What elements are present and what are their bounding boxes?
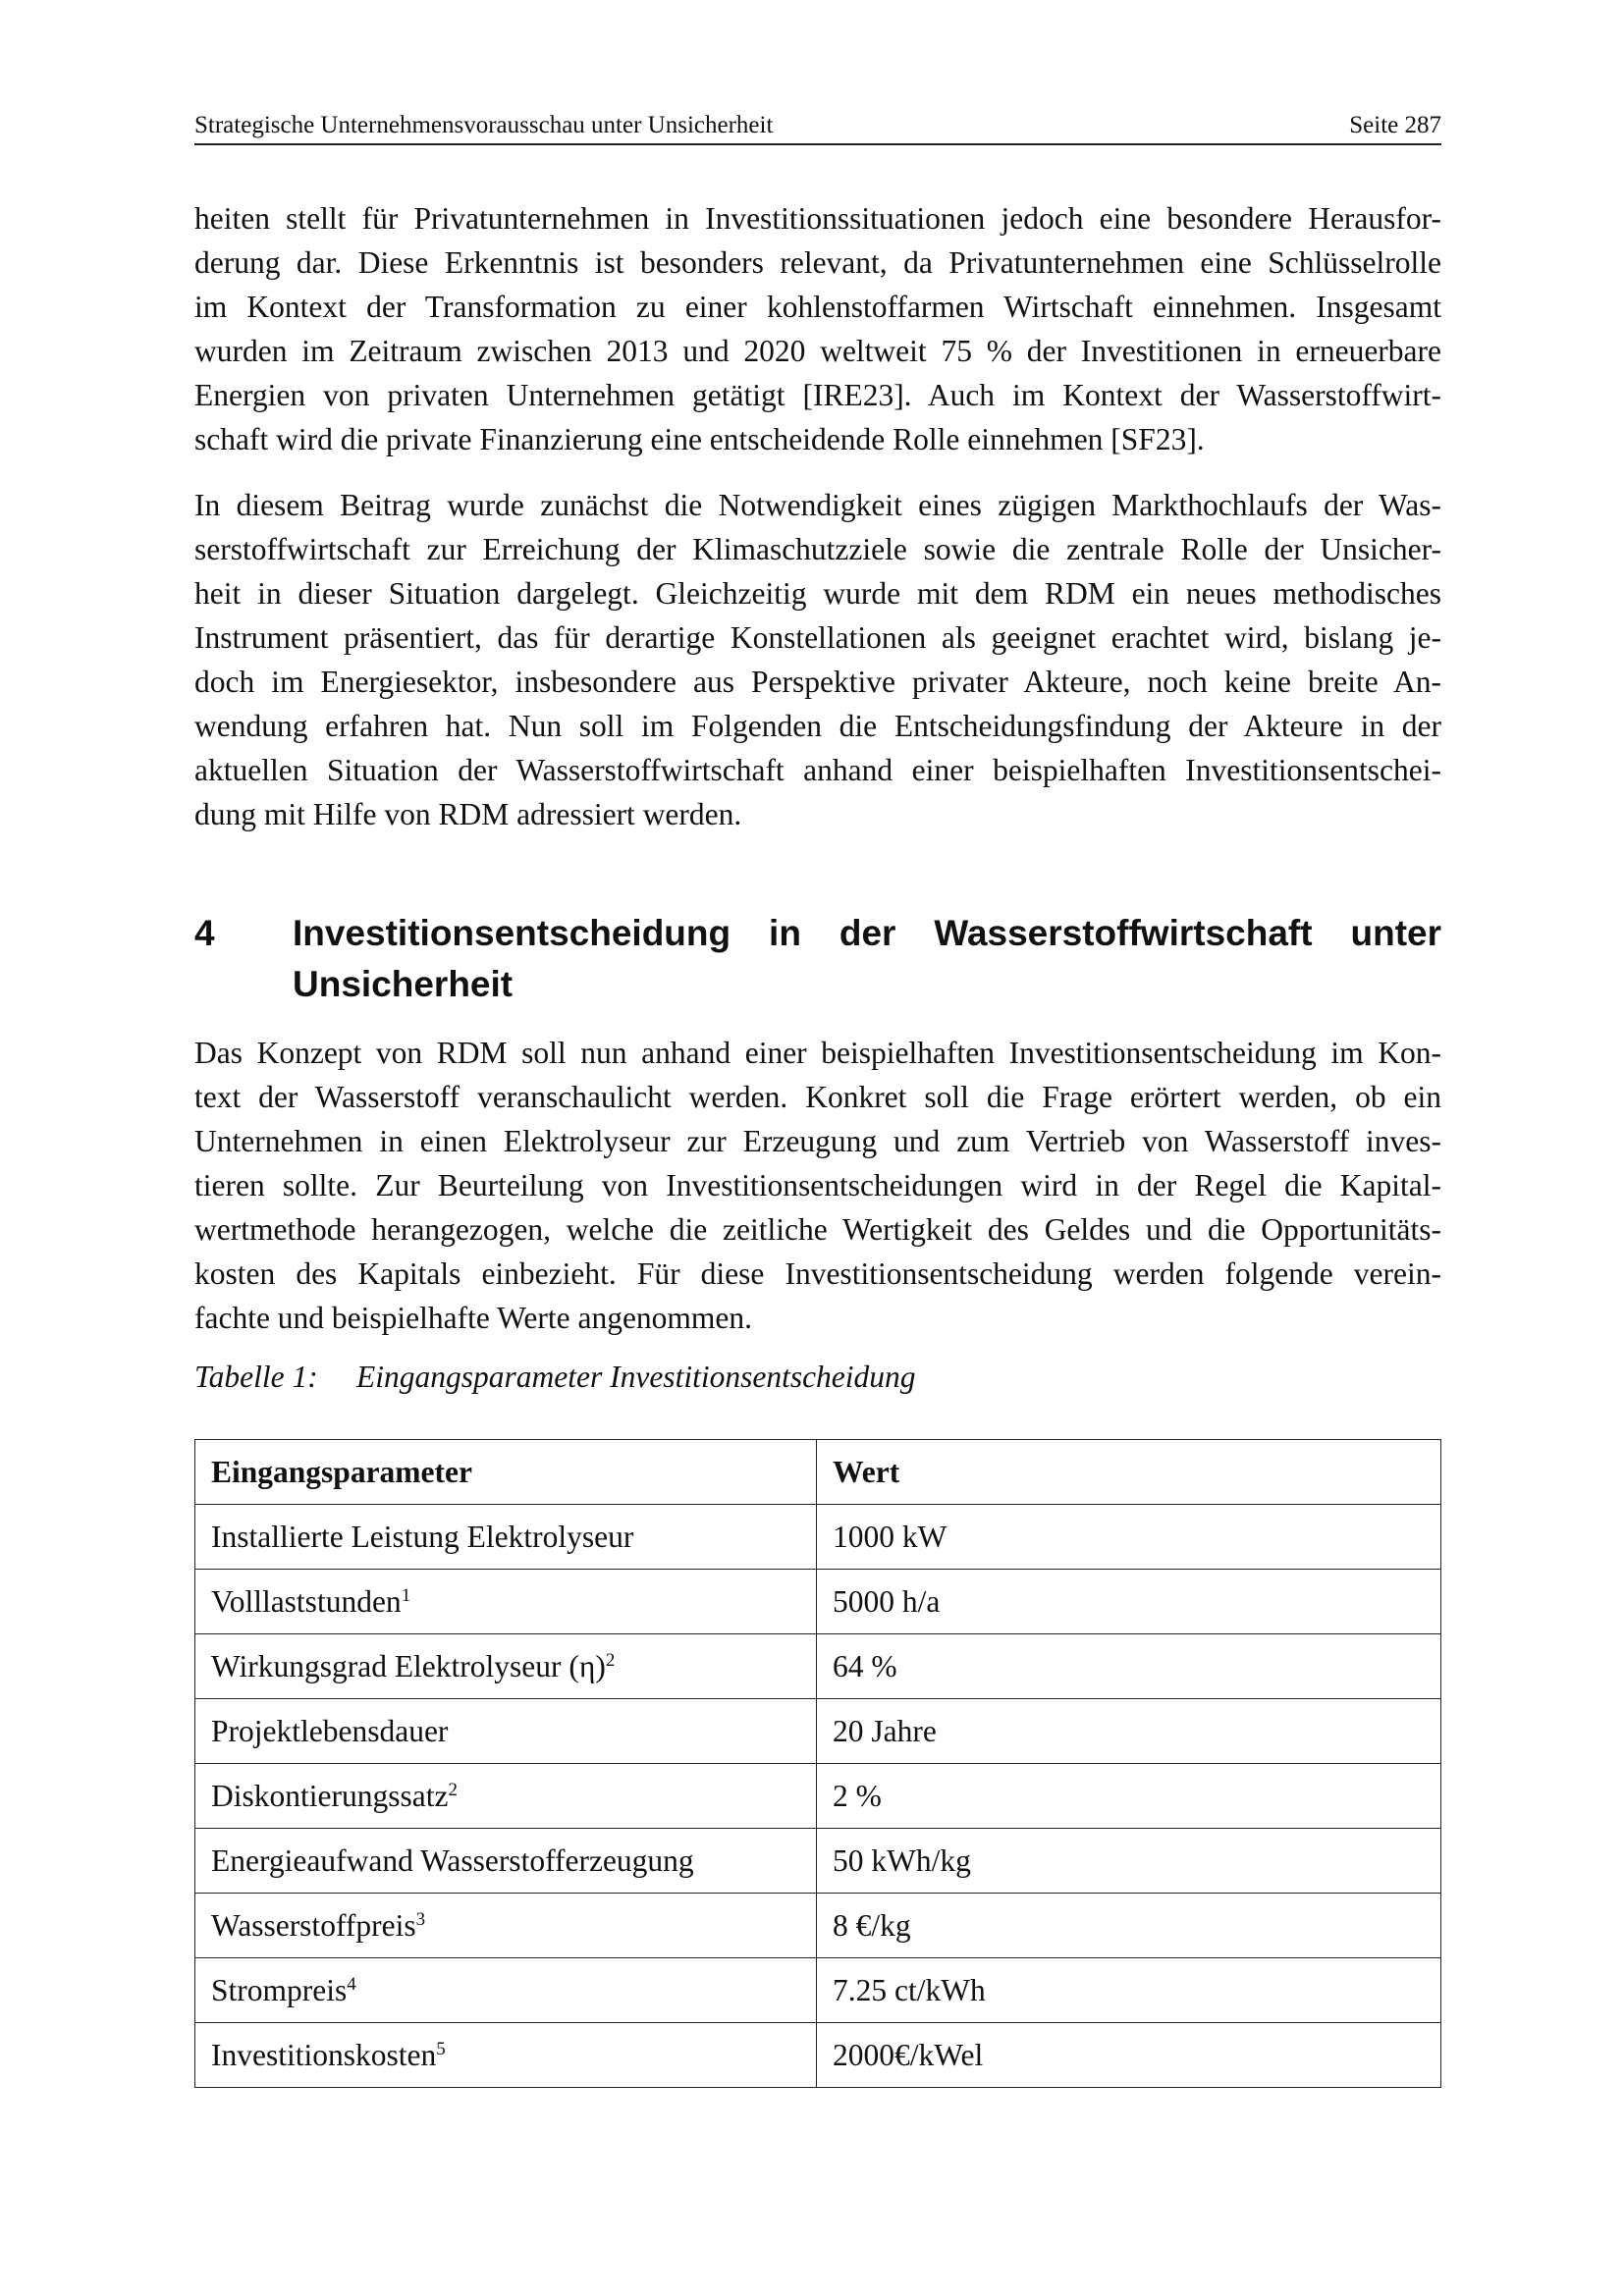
- footnote-marker: 3: [415, 1908, 426, 1930]
- parameter-name: Diskontierungssatz: [211, 1778, 449, 1813]
- parameter-name: Energieaufwand Wasserstofferzeugung: [211, 1842, 694, 1878]
- table-caption-text: Eingangsparameter Investitionsentscheidung: [356, 1360, 916, 1394]
- table-row: [195, 1958, 1441, 2023]
- table-row: [195, 1699, 1441, 1764]
- text-line: serstoffwirtschaft zur Erreichung der Klimaschutzziele sowie die zentrale Rolle der Unsicher-: [194, 532, 1441, 566]
- column-header-value: Wert: [817, 1440, 1441, 1505]
- running-title: Strategische Unternehmensvorausschau unter Unsicherheit: [194, 112, 774, 138]
- table-row: [195, 2023, 1441, 2088]
- value-cell: 50 kWh/kg: [817, 1829, 1441, 1894]
- value-cell: 2000€/kWel: [817, 2023, 1441, 2088]
- table-caption-label: Tabelle 1:: [194, 1360, 318, 1394]
- text-line: kosten des Kapitals einbezieht. Für diese Investitionsentscheidung werden folgende verein-: [194, 1256, 1441, 1291]
- text-line: doch im Energiesektor, insbesondere aus Perspektive privater Akteure, noch keine breite An-: [194, 665, 1441, 699]
- text-line: Energien von privaten Unternehmen getätigt [IRE23]. Auch im Kontext der Wasserstoffwirt-: [194, 378, 1441, 412]
- parameter-cell: [195, 1699, 817, 1764]
- text-line: dung mit Hilfe von RDM adressiert werden.: [194, 797, 742, 831]
- text-line: In diesem Beitrag wurde zunächst die Notwendigkeit eines zügigen Markthochlaufs der Was-: [194, 488, 1441, 522]
- column-header-parameter: Eingangsparameter: [195, 1440, 817, 1505]
- text-line: heit in dieser Situation dargelegt. Gleichzeitig wurde mit dem RDM ein neues methodisches: [194, 576, 1441, 611]
- text-line: Instrument präsentiert, das für derartige Konstellationen als geeignet erachtet wird, bislang je-: [194, 620, 1441, 655]
- value-cell: 8 €/kg: [817, 1894, 1441, 1958]
- text-line: fachte und beispielhafte Werte angenommen.: [194, 1301, 753, 1335]
- page-header: [194, 110, 1441, 145]
- text-line: wurden im Zeitraum zwischen 2013 und 2020 weltweit 75 % der Investitionen in erneuerbare: [194, 334, 1441, 368]
- text-line: heiten stellt für Privatunternehmen in Investitionssituationen jedoch eine besondere Herausfor-: [194, 201, 1441, 236]
- section-title-line: Unsicherheit: [293, 964, 514, 1004]
- parameter-cell: [195, 1634, 817, 1699]
- table-row: [195, 1570, 1441, 1634]
- text-line: wertmethode herangezogen, welche die zeitliche Wertigkeit des Geldes und die Opportunitäts-: [194, 1212, 1441, 1247]
- parameter-name: Investitionskosten: [211, 2037, 437, 2072]
- page-number: Seite 287: [1349, 112, 1441, 138]
- paragraph-1: [194, 196, 1441, 461]
- parameter-cell: [195, 1570, 817, 1634]
- footnote-marker: 2: [448, 1779, 458, 1800]
- text-line: aktuellen Situation der Wasserstoffwirtschaft anhand einer beispielhaften Investitionsentschei-: [194, 753, 1441, 787]
- footnote-marker: 5: [436, 2038, 446, 2059]
- text-line: derung dar. Diese Erkenntnis ist besonders relevant, da Privatunternehmen eine Schlüsselrolle: [194, 245, 1441, 280]
- parameter-name: Strompreis: [211, 1972, 348, 2007]
- table-header-row: [195, 1440, 1441, 1505]
- footnote-marker: 4: [347, 1973, 356, 1995]
- table-row: [195, 1505, 1441, 1570]
- value-cell: 64 %: [817, 1634, 1441, 1699]
- parameter-name: Wasserstoffpreis: [211, 1907, 416, 1943]
- text-line: Das Konzept von RDM soll nun anhand einer beispielhaften Investitionsentscheidung im Kon-: [194, 1036, 1441, 1070]
- paragraph-2: [194, 483, 1441, 836]
- table-row: [195, 1894, 1441, 1958]
- footnote-marker: 1: [401, 1584, 411, 1606]
- parameter-table: [194, 1439, 1441, 2088]
- table-row: [195, 1634, 1441, 1699]
- value-cell: 7.25 ct/kWh: [817, 1958, 1441, 2023]
- text-line: Unternehmen in einen Elektrolyseur zur Erzeugung und zum Vertrieb von Wasserstoff inves-: [194, 1124, 1441, 1158]
- text-line: wendung erfahren hat. Nun soll im Folgenden die Entscheidungsfindung der Akteure in der: [194, 709, 1441, 743]
- parameter-name: Volllaststunden: [211, 1583, 402, 1619]
- parameter-cell: [195, 1505, 817, 1570]
- parameter-cell: [195, 1958, 817, 2023]
- parameter-cell: [195, 1829, 817, 1894]
- table-caption: [194, 1360, 916, 1395]
- value-cell: 2 %: [817, 1764, 1441, 1829]
- value-cell: 20 Jahre: [817, 1699, 1441, 1764]
- parameter-cell: [195, 1894, 817, 1958]
- section-title-line: Investitionsentscheidung in der Wasserstoffwirtschaft unter: [293, 913, 1441, 953]
- parameter-name: Wirkungsgrad Elektrolyseur (η): [211, 1648, 606, 1683]
- parameter-name: Installierte Leistung Elektrolyseur: [211, 1519, 634, 1554]
- table-row: [195, 1764, 1441, 1829]
- parameter-cell: [195, 1764, 817, 1829]
- text-line: tieren sollte. Zur Beurteilung von Investitionsentscheidungen wird in der Regel die Kapital-: [194, 1168, 1441, 1202]
- section-title: [293, 908, 1441, 1010]
- value-cell: 1000 kW: [817, 1505, 1441, 1570]
- parameter-cell: [195, 2023, 817, 2088]
- table-row: [195, 1829, 1441, 1894]
- footnote-marker: 2: [605, 1649, 616, 1671]
- value-cell: 5000 h/a: [817, 1570, 1441, 1634]
- text-line: im Kontext der Transformation zu einer kohlenstoffarmen Wirtschaft einnehmen. Insgesamt: [194, 290, 1441, 324]
- section-number: 4: [194, 913, 215, 953]
- text-line: schaft wird die private Finanzierung eine entscheidende Rolle einnehmen [SF23].: [194, 422, 1205, 456]
- text-line: text der Wasserstoff veranschaulicht werden. Konkret soll die Frage erörtert werden, ob ein: [194, 1080, 1441, 1114]
- paragraph-3: [194, 1031, 1441, 1340]
- parameter-name: Projektlebensdauer: [211, 1713, 449, 1748]
